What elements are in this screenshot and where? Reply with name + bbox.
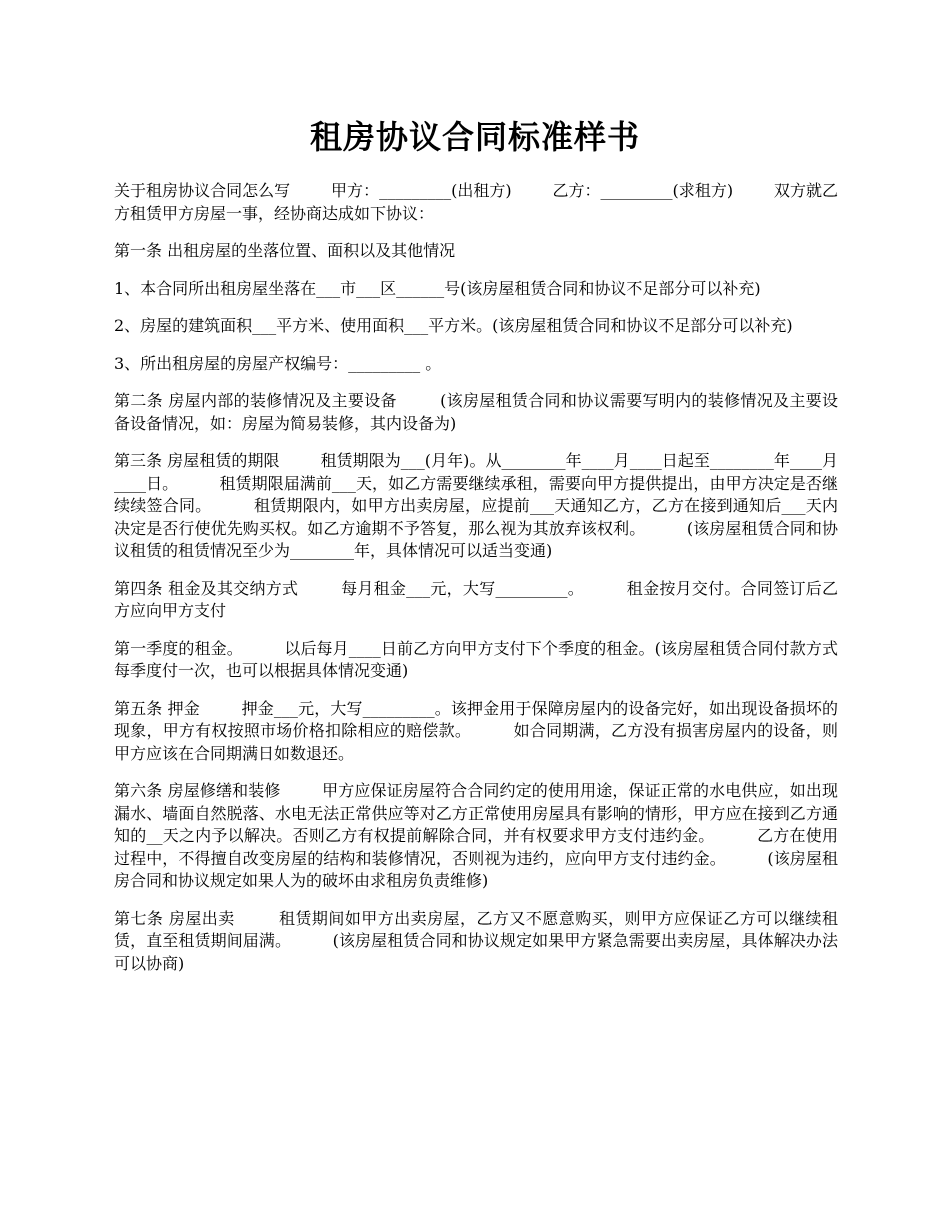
article-4-first-quarter: 第一季度的租金。 以后每月____日前乙方向甲方支付下个季度的租金。(该房屋租赁合同付款方式每季度付一次，也可以根据具体情况变通) bbox=[114, 638, 838, 680]
article-3-term: 第三条 房屋租赁的期限 租赁期限为___(月年)。从________年____月____日起至________年____月____日。 租赁期限届满前___天，如乙方需要继续承租，需要向甲方提供提出，由甲方决定是否继续续签合同。 租赁期限内，如甲方出卖房屋，应提前___天通知乙方，乙方在接到通知后___天内决定是否行使优先购买权。如乙方逾期不予答复，那么视为其放弃该权利。 (该房屋租赁合同和协议租赁的租赁情况至少为________年，具体情况可以适当变通) bbox=[114, 451, 838, 560]
intro-paragraph: 关于租房协议合同怎么写 甲方：_________(出租方) 乙方：_________(求租方) 双方就乙方租赁甲方房屋一事，经协商达成如下协议： bbox=[114, 181, 838, 223]
clause-1-location: 1、本合同所出租房屋坐落在___市___区______号(该房屋租赁合同和协议不足部分可以补充) bbox=[114, 278, 761, 298]
article-2-decoration: 第二条 房屋内部的装修情况及主要设备 (该房屋租赁合同和协议需要写明内的装修情况及主要设备设备情况，如：房屋为简易装修，其内设备为) bbox=[114, 391, 838, 433]
clause-2-area: 2、房屋的建筑面积___平方米、使用面积___平方米。(该房屋租赁合同和协议不足部分可以补充) bbox=[114, 316, 793, 335]
article-1-heading: 第一条 出租房屋的坐落位置、面积以及其他情况 bbox=[114, 241, 456, 260]
article-5-deposit: 第五条 押金 押金___元，大写_________。该押金用于保障房屋内的设备完好，如出现设备损坏的现象，甲方有权按照市场价格扣除相应的赔偿款。 如合同期满，乙方没有损害房屋内的设备，则甲方应该在合同期满日如数退还。 bbox=[114, 698, 838, 763]
document-body bbox=[114, 180, 838, 990]
document-title: 租房协议合同标准样书 bbox=[309, 118, 640, 156]
clause-3-property-number: 3、所出租房屋的房屋产权编号：_________ 。 bbox=[114, 353, 442, 373]
article-7-sale: 第七条 房屋出卖 租赁期间如甲方出卖房屋，乙方又不愿意购买，则甲方应保证乙方可以继续租赁，直至租赁期间届满。 (该房屋租赁合同和协议规定如果甲方紧急需要出卖房屋，具体解决办法可以协商) bbox=[114, 908, 838, 973]
article-4-rent: 第四条 租金及其交纳方式 每月租金___元，大写_________。 租金按月交付。合同签订后乙方应向甲方支付 bbox=[114, 578, 838, 620]
article-6-repair: 第六条 房屋修缮和装修 甲方应保证房屋符合合同约定的使用用途，保证正常的水电供应，如出现漏水、墙面自然脱落、水电无法正常供应等对乙方正常使用房屋具有影响的情形，甲方应在接到乙方通知的__天之内予以解决。否则乙方有权提前解除合同，并有权要求甲方支付违约金。 乙方在使用过程中，不得擅自改变房屋的结构和装修情况，否则视为违约，应向甲方支付违约金。 (该房屋租房合同和协议规定如果人为的破坏由求租房负责维修) bbox=[114, 781, 838, 890]
